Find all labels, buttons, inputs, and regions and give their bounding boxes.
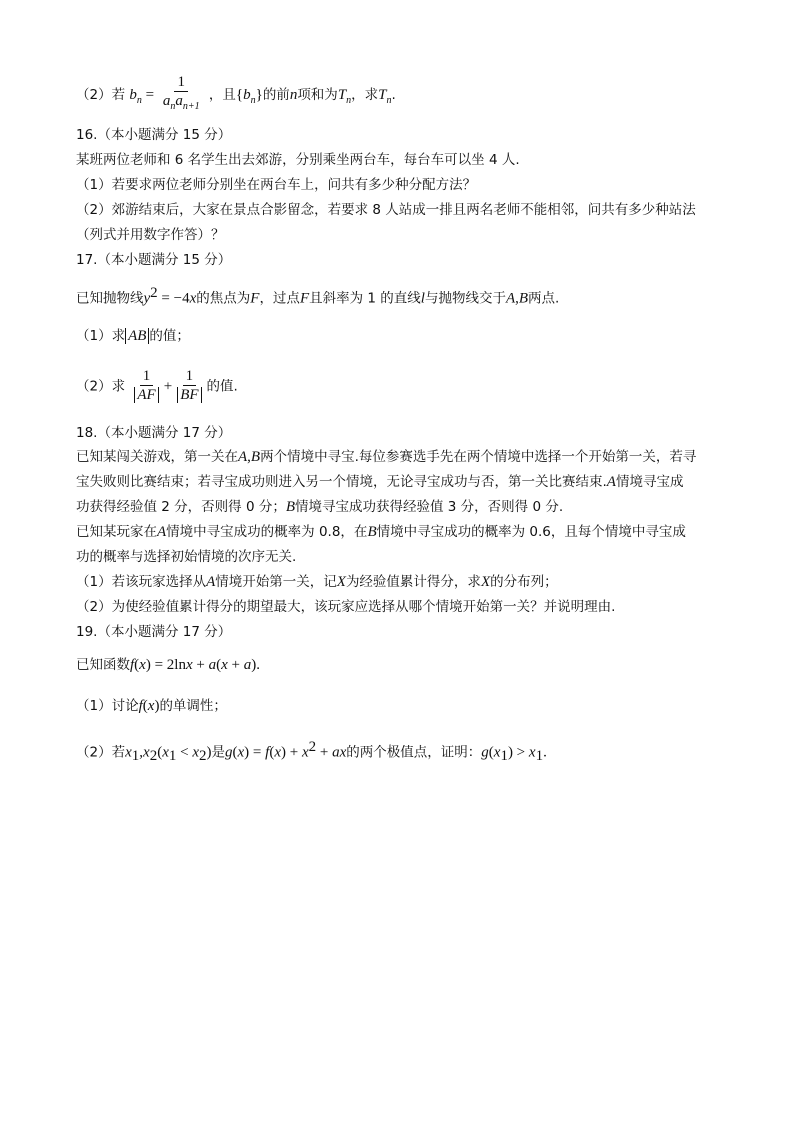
- problem-18-part-1: （1）若该玩家选择从A情境开始第一关，记X为经验值累计得分，求X的分布列；: [76, 574, 558, 590]
- problem-16-part-1: （1）若要求两位老师分别坐在两台车上，问共有多少种分配方法？: [76, 177, 477, 193]
- problem-16-header: 16.（本小题满分 15 分）: [76, 127, 232, 143]
- problem-16-part-2: （2）郊游结束后，大家在景点合影留念，若要求 8 人站成一排且两名老师不能相邻，问共有多少种站法: [76, 202, 696, 218]
- problem-17-part-1: （1）求 AB 的值；: [76, 328, 190, 344]
- problem-18-line-1: 已知某闯关游戏，第一关在A,B两个情境中寻宝.每位参赛选手先在两个情境中选择一个开始第一关，若寻: [76, 449, 697, 465]
- problem-18-line-4: 已知某玩家在A情境中寻宝成功的概率为 0.8，在B情境中寻宝成功的概率为 0.6，且每个情境中寻宝成: [76, 524, 686, 540]
- problem-18-line-5: 功的概率与选择初始情境的次序无关.: [76, 549, 297, 565]
- problem-17-part-2: （2）求 $\frac{1}{AF}$ + $\frac{1}{BF}$ 的值.: [76, 368, 238, 403]
- problem-19-header: 19.（本小题满分 17 分）: [76, 624, 232, 640]
- problem-18-header: 18.（本小题满分 17 分）: [76, 425, 232, 441]
- problem-19-part-2: （2）若$x_1,x_2(x_1 < x_2)$是$g(x) = f(x) + x^2$ + ax的两个极值点，证明：$g(x_1) > x_1$.: [76, 739, 547, 765]
- problem-18-part-2: （2）为使经验值累计得分的期望最大，该玩家应选择从哪个情境开始第一关？并说明理由.: [76, 599, 616, 615]
- problem-16-stem: 某班两位老师和 6 名学生出去郊游，分别乘坐两台车，每台车可以坐 4 人.: [76, 152, 520, 168]
- problem-19-stem: 已知函数f(x) = 2lnx + a(x + a).: [76, 657, 260, 673]
- problem-15-part-2: （2）若 $b_n$ = $\frac{1}{a_na_{n+1}}$ ，且$\{b_n\}$的前n项和为$T_n$，求$T_n$.: [76, 74, 396, 116]
- problem-18-line-3: 功获得经验值 2 分，否则得 0 分；B情境寻宝成功获得经验值 3 分，否则得 0 分.: [76, 499, 564, 515]
- problem-17-stem: 已知抛物线$y^2 = -4x$的焦点为F，过点F且斜率为 1 的直线l与抛物线交于A,B两点.: [76, 285, 560, 307]
- problem-17-header: 17.（本小题满分 15 分）: [76, 252, 232, 268]
- problem-16-part-2-cont: （列式并用数字作答）？: [76, 227, 225, 243]
- fraction: $\frac{1}{a_na_{n+1}}$: [162, 74, 200, 112]
- problem-18-line-2: 宝失败则比赛结束；若寻宝成功则进入另一个情境，无论寻宝成功与否，第一关比赛结束.A情境寻宝成: [76, 474, 684, 490]
- problem-19-part-1: （1）讨论f(x)的单调性；: [76, 698, 227, 714]
